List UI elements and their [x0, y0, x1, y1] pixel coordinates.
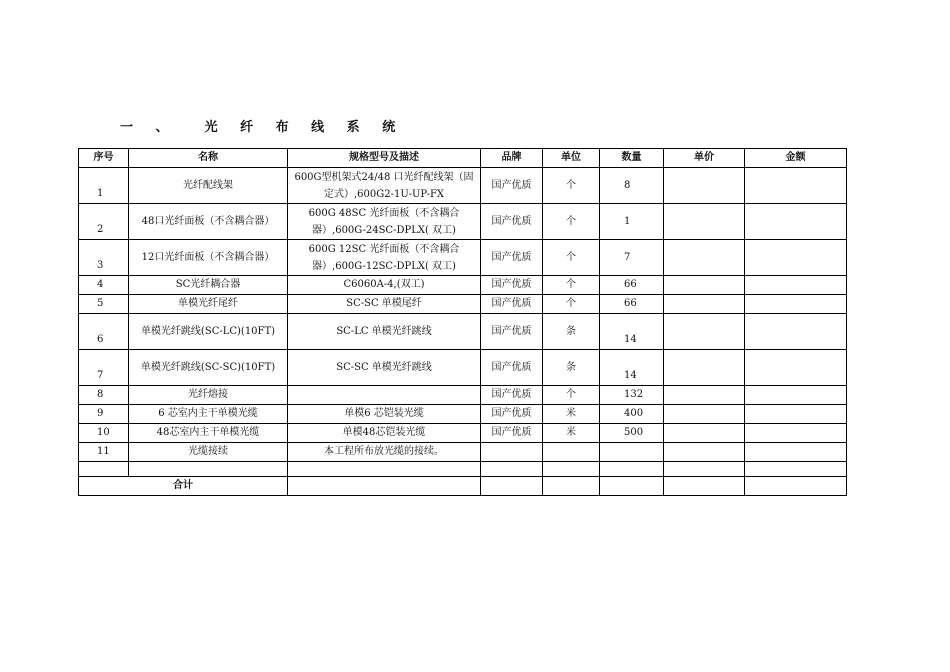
cell-amount: [745, 168, 847, 204]
col-header-qty: 数量: [600, 149, 664, 168]
cell-price: [664, 276, 745, 295]
cell-spec: C6060A-4,(双工): [288, 276, 481, 295]
col-header-seq: 序号: [79, 149, 129, 168]
cell-name: 12口光纤面板（不含耦合器）: [129, 240, 288, 276]
cell-spec: SC-SC 单模光纤跳线: [288, 350, 481, 386]
cell-qty: 14: [600, 314, 664, 350]
cell-amount: [745, 424, 847, 443]
cell-unit: 个: [543, 168, 600, 204]
cell-unit: 条: [543, 314, 600, 350]
cell-amount: [745, 386, 847, 405]
cell-price: [664, 295, 745, 314]
cell-price: [664, 405, 745, 424]
cell-amount: [745, 276, 847, 295]
table-row: [79, 314, 847, 350]
cell-brand: 国产优质: [481, 295, 543, 314]
cell-spec: 600G型机架式24/48 口光纤配线架（固定式）,600G2-1U-UP-FX: [288, 168, 481, 204]
col-header-unit: 单位: [543, 149, 600, 168]
table-row: [79, 276, 847, 295]
cell-price: [664, 424, 745, 443]
cell-spec: SC-LC 单模光纤跳线: [288, 314, 481, 350]
cell-brand: 国产优质: [481, 204, 543, 240]
cell-qty: 66: [600, 276, 664, 295]
cell-unit: 个: [543, 276, 600, 295]
section-heading: 一 、 光 纤 布 线 系 统: [120, 120, 405, 135]
col-header-brand: 品牌: [481, 149, 543, 168]
table-row: [79, 350, 847, 386]
cell-seq: 11: [79, 443, 129, 462]
cell-qty: 14: [600, 350, 664, 386]
cell-name: 光纤配线架: [129, 168, 288, 204]
cell-amount: [745, 240, 847, 276]
cell-spec: SC-SC 单模尾纤: [288, 295, 481, 314]
total-label: 合计: [79, 477, 288, 496]
cell-unit: 米: [543, 405, 600, 424]
cell-qty: 66: [600, 295, 664, 314]
cell-seq: 3: [79, 240, 129, 276]
cell-brand: 国产优质: [481, 386, 543, 405]
cell-amount: [745, 443, 847, 462]
cell-price: [664, 314, 745, 350]
cell-name: SC光纤耦合器: [129, 276, 288, 295]
cell-price: [664, 350, 745, 386]
cell-seq: 7: [79, 350, 129, 386]
cell-price: [664, 443, 745, 462]
cell-qty: 1: [600, 204, 664, 240]
cell-name: 光纤熔接: [129, 386, 288, 405]
cell-seq: 2: [79, 204, 129, 240]
cell-unit: 个: [543, 295, 600, 314]
table-row: [79, 386, 847, 405]
cell-spec: [288, 386, 481, 405]
cell-name: 48芯室内主干单模光缆: [129, 424, 288, 443]
cell-unit: 条: [543, 350, 600, 386]
table-row: [79, 424, 847, 443]
table-header-row: [79, 149, 847, 168]
cell-name: 单模光纤跳线(SC-LC)(10FT): [129, 314, 288, 350]
cell-amount: [745, 204, 847, 240]
cell-amount: [745, 350, 847, 386]
cell-seq: 10: [79, 424, 129, 443]
cell-brand: 国产优质: [481, 350, 543, 386]
table-row: [79, 443, 847, 462]
col-header-amount: 金额: [745, 149, 847, 168]
cell-name: 单模光纤尾纤: [129, 295, 288, 314]
cell-spec: 单模6 芯铠装光缆: [288, 405, 481, 424]
cell-brand: 国产优质: [481, 405, 543, 424]
cell-seq: 5: [79, 295, 129, 314]
cell-unit: 个: [543, 386, 600, 405]
cell-name: 48口光纤面板（不含耦合器）: [129, 204, 288, 240]
cell-qty: 132: [600, 386, 664, 405]
cell-name: 单模光纤跳线(SC-SC)(10FT): [129, 350, 288, 386]
cell-seq: 6: [79, 314, 129, 350]
col-header-price: 单价: [664, 149, 745, 168]
cell-unit: 个: [543, 204, 600, 240]
cell-price: [664, 204, 745, 240]
cell-amount: [745, 405, 847, 424]
cell-name: 6 芯室内主干单模光缆: [129, 405, 288, 424]
cell-seq: 9: [79, 405, 129, 424]
fiber-cabling-table: [78, 148, 847, 496]
cell-seq: 1: [79, 168, 129, 204]
cell-qty: 8: [600, 168, 664, 204]
cell-brand: 国产优质: [481, 424, 543, 443]
cell-seq: 4: [79, 276, 129, 295]
cell-price: [664, 386, 745, 405]
table-row: [79, 204, 847, 240]
cell-qty: 500: [600, 424, 664, 443]
cell-seq: 8: [79, 386, 129, 405]
cell-name: 光缆接续: [129, 443, 288, 462]
cell-qty: 7: [600, 240, 664, 276]
cell-spec: 600G 12SC 光纤面板（不含耦合器）,600G-12SC-DPLX( 双工): [288, 240, 481, 276]
total-row: [79, 477, 847, 496]
cell-unit: 个: [543, 240, 600, 276]
cell-unit: [543, 443, 600, 462]
cell-amount: [745, 314, 847, 350]
cell-price: [664, 240, 745, 276]
cell-price: [664, 168, 745, 204]
table-row: [79, 295, 847, 314]
cell-spec: 单模48芯铠装光缆: [288, 424, 481, 443]
empty-row: [79, 462, 847, 477]
cell-brand: 国产优质: [481, 240, 543, 276]
table-row: [79, 405, 847, 424]
cell-spec: 600G 48SC 光纤面板（不含耦合器）,600G-24SC-DPLX( 双工): [288, 204, 481, 240]
cell-amount: [745, 295, 847, 314]
cell-spec: 本工程所布放光缆的接续。: [288, 443, 481, 462]
cell-brand: 国产优质: [481, 276, 543, 295]
col-header-name: 名称: [129, 149, 288, 168]
cell-brand: [481, 443, 543, 462]
cell-unit: 米: [543, 424, 600, 443]
cell-qty: [600, 443, 664, 462]
cell-brand: 国产优质: [481, 168, 543, 204]
col-header-spec: 规格型号及描述: [288, 149, 481, 168]
table-row: [79, 240, 847, 276]
cell-qty: 400: [600, 405, 664, 424]
cell-brand: 国产优质: [481, 314, 543, 350]
table-row: [79, 168, 847, 204]
